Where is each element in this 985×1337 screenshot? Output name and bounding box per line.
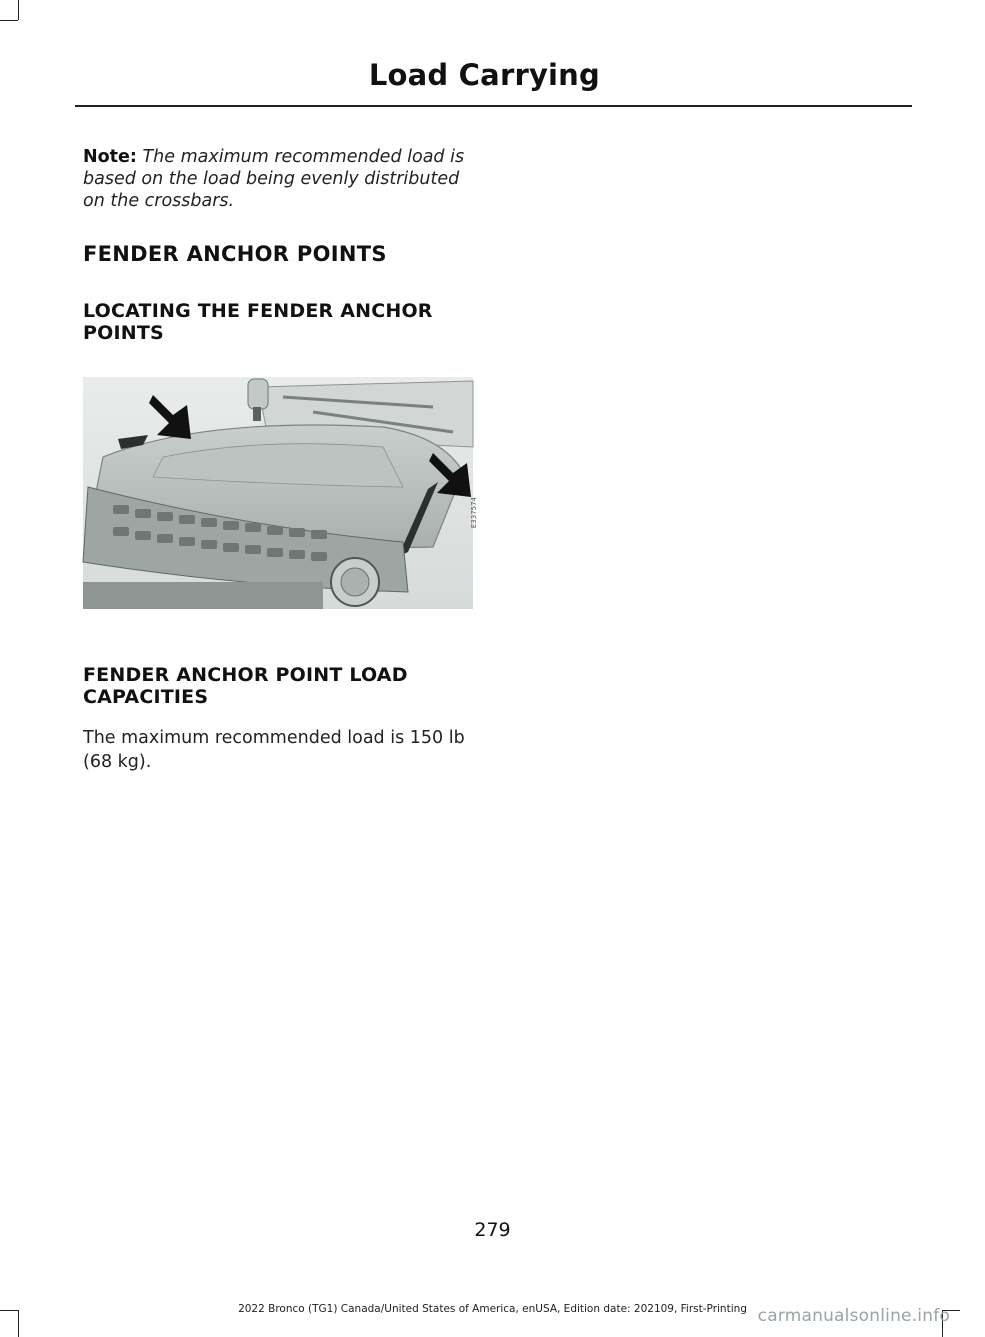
figure-code: E337574	[470, 497, 478, 529]
header-rule	[75, 105, 912, 107]
fender-anchor-figure	[83, 377, 478, 609]
vehicle-hood-illustration	[83, 377, 473, 609]
crop-mark	[0, 20, 18, 21]
capacities-paragraph: The maximum recommended load is 150 lb (68 kg).	[83, 728, 465, 772]
page-header-title: Load Carrying	[368, 58, 600, 92]
note-label: Note:	[83, 147, 137, 167]
subsection-heading-capacities: FENDER ANCHOR POINT LOAD CAPACITIES	[83, 664, 408, 708]
crop-mark	[18, 0, 19, 20]
note-text: The maximum recommended load is based on the load being evenly distributed on the crossbars.	[83, 147, 465, 211]
page-number: 279	[474, 1219, 511, 1241]
page-footer: 2022 Bronco (TG1) Canada/United States of America, enUSA, Edition date: 202109, First-Printing	[238, 1303, 747, 1315]
note-paragraph	[83, 146, 478, 212]
section-heading: FENDER ANCHOR POINTS	[83, 242, 387, 266]
watermark: carmanualsonline.info	[757, 1306, 950, 1326]
subsection-heading-locating: LOCATING THE FENDER ANCHOR POINTS	[83, 300, 433, 344]
